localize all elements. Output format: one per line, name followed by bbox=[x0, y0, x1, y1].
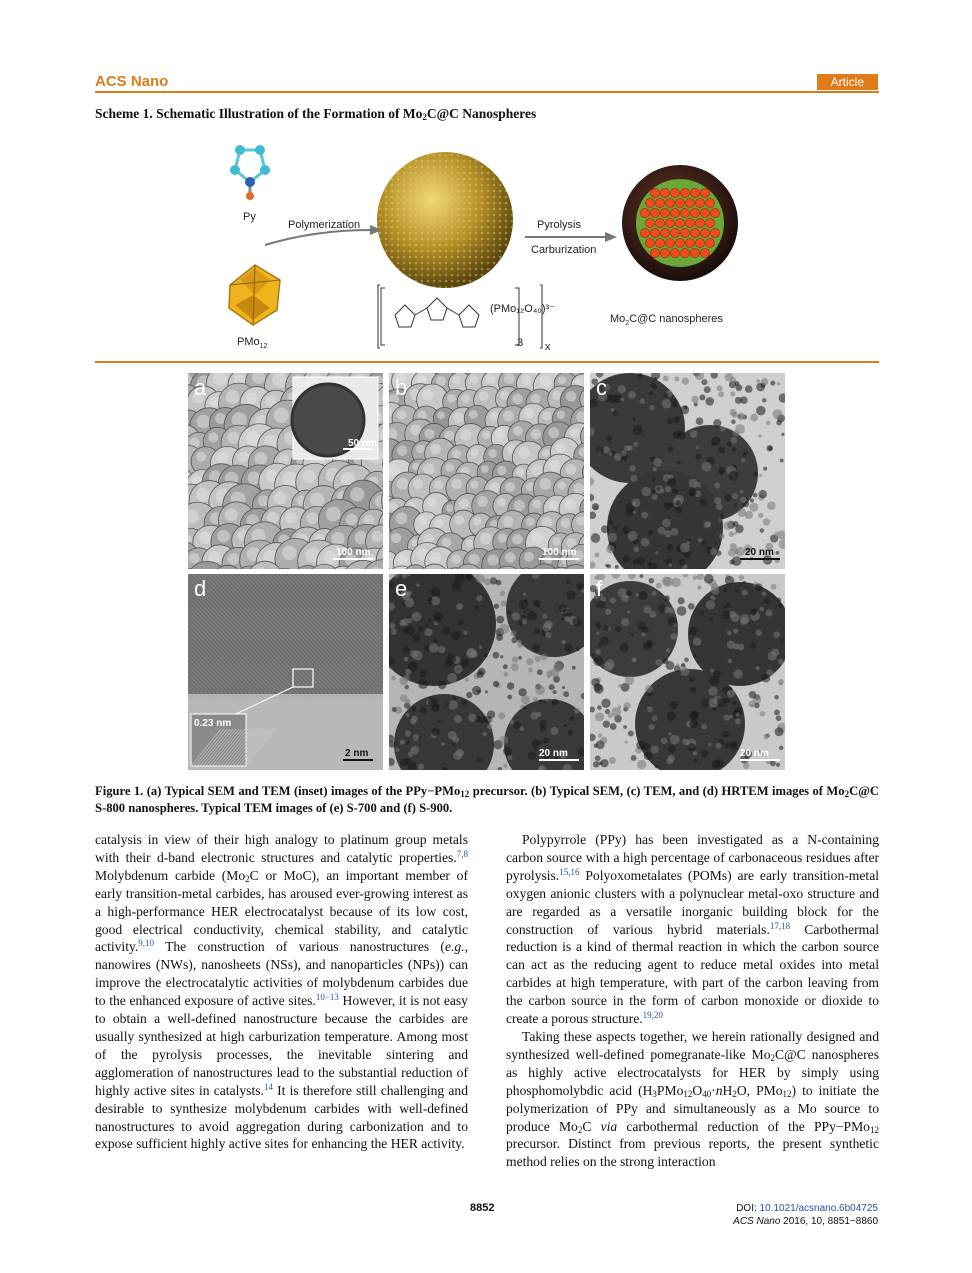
header-rule bbox=[95, 91, 879, 93]
ref-link[interactable]: 19,20 bbox=[642, 1010, 663, 1021]
article-type-badge: Article bbox=[817, 74, 878, 90]
panel-b-scale: 100 nm bbox=[542, 547, 577, 558]
pyrolysis-label: Pyrolysis bbox=[537, 219, 582, 231]
panel-c-label: c bbox=[596, 375, 607, 400]
panel-f-label: f bbox=[596, 576, 603, 601]
scheme-title: Scheme 1. Schematic Illustration of the Formation of $Mo_2C@C$ Nanospheres bbox=[95, 106, 537, 122]
repeat-x: x bbox=[545, 341, 551, 353]
anion-label: (PMo₁₂O₄₀)³⁻ bbox=[490, 303, 556, 315]
polymerization-arrow bbox=[265, 230, 370, 245]
ref-link[interactable]: 7,8 bbox=[456, 848, 468, 859]
panel-e-label: e bbox=[395, 576, 408, 601]
panel-c-tem bbox=[590, 373, 785, 569]
panel-b-label: b bbox=[395, 375, 408, 400]
py-label: Py bbox=[243, 211, 256, 223]
panel-e-tem bbox=[389, 574, 584, 770]
pmo12-label: PMo$_{12}$ bbox=[237, 336, 268, 350]
figure-1 bbox=[188, 373, 785, 771]
repeat-n: 3 bbox=[517, 337, 524, 349]
panel-d-scale: 2 nm bbox=[345, 748, 369, 759]
polymerization-label: Polymerization bbox=[288, 219, 361, 231]
ref-link[interactable]: 14 bbox=[263, 1081, 273, 1092]
pyrrole-molecule-icon bbox=[230, 145, 270, 200]
product-label: $Mo_2C@C$ nanospheres bbox=[610, 313, 723, 327]
body-right-column bbox=[506, 831, 879, 1171]
panel-a-label: a bbox=[194, 375, 207, 400]
panel-d-label: d bbox=[194, 576, 207, 601]
ref-link[interactable]: 17,18 bbox=[769, 920, 791, 931]
ref-link[interactable]: 10−13 bbox=[315, 992, 339, 1003]
body-left-column bbox=[95, 831, 468, 1153]
figure-1-caption: Figure 1. (a) Typical SEM and TEM (inset) images of the PPy−PMo$_{12}$ precursor. (b) Typical SEM, (c) TEM, and (d) HRTEM images of $Mo_2C@C$ S-800 nanospheres. Typical TEM images of (e) S-700 and (f) S-900. bbox=[95, 784, 879, 815]
pmo12-cluster-icon bbox=[229, 265, 280, 325]
journal-name[interactable]: ACS Nano bbox=[95, 73, 169, 90]
panel-a-scale: 100 nm bbox=[336, 547, 371, 558]
panel-d-inset-scale: 0.23 nm bbox=[194, 718, 232, 729]
panel-a-inset-scale: 50 nm bbox=[348, 438, 377, 449]
scheme-rule bbox=[95, 361, 879, 363]
panel-f-tem bbox=[590, 574, 785, 770]
mo2c-particles bbox=[640, 188, 719, 257]
panel-f-scale: 20 nm bbox=[740, 748, 769, 759]
paragraph-right-1: Polypyrrole (PPy) has been investigated as a N-containing carbon source with a high percentage of carbonaceous residues after pyrolysis.$^{15,16}$ Polyoxometalates (POMs) are early transition-metal oxygen anionic clusters with a polynuclear metal-oxo structure and are regarded as a versatile inorganic building block for the construction of various hybrid materials.$^{17,18}$ Carbothermal reduction is a kind of thermal reaction in which the carbon source can act as the reducing agent to reduce metal oxides into metal carbides at high temperature, with part of the carbon leaving from the carbon source in the form of carbon monoxide or dioxide to create a porous structure.$^{19,20}$ bbox=[506, 832, 879, 1027]
scheme-illustration bbox=[215, 140, 775, 355]
paragraph-left: catalysis in view of their high analogy to platinum group metals with their d-band electronic structures and catalytic properties.$^{7,8}$ Molybdenum carbide ($Mo_2C$ or MoC), an important member of early transition-metal carbides, has aroused ever-growing interest as a high-performance HER electrocatalyst because of its low cost, good electrical conductivity, chemical stability, and catalytic activity.$^{9,10}$ The construction of various nanostructures (e.g., nanowires (NWs), nanosheets (NSs), and nanoparticles (NPs)) can improve the electrocatalytic activities of molybdenum carbides due to the enhanced exposure of active sites.$^{10-13}$ However, it is not easy to obtain a well-defined nanostructure because the carbides are usually synthesized at high carburization temperature. Among most of the pyrolysis processes, the inevitable sintering and agglomeration of nanostructures lead to the substantial reduction of highly active sites in catalysts.$^{14}$ It is therefore still challenging and desirable to synthesize molybdenum carbides with well-defined nanostructures to avoid aggregation during carbonization and to expose sufficient highly active sites for enhancing the HER activity. bbox=[95, 832, 468, 1152]
panel-c-scale: 20 nm bbox=[745, 547, 774, 558]
panel-e-scale: 20 nm bbox=[539, 748, 568, 759]
carburization-label: Carburization bbox=[531, 244, 597, 256]
ref-link[interactable]: 9,10 bbox=[138, 938, 155, 949]
panel-b-sem bbox=[389, 373, 584, 569]
paragraph-right-2: Taking these aspects together, we herein rationally designed and synthesized well-defined pomegranate-like $Mo_2C@C$ nanospheres as highly active electrocatalysts for HER by simply using phosphomolybdic acid ($H_3PMo_{12}O_{40}\cdot nH_2O$, PMo$_{12}$) to initiate the polymerization of PPy and simultaneously as a Mo source to produce $Mo_2C$ via carbothermal reduction of the PPy−PMo$_{12}$ precursor. Distinct from previous reports, the present synthetic method relies on the strong interaction bbox=[506, 1028, 880, 1170]
panel-a-sem bbox=[188, 373, 383, 569]
panel-d-hrtem bbox=[188, 574, 383, 770]
page-number: 8852 bbox=[470, 1202, 495, 1214]
footer-citation: DOI: 10.1021/acsnano.6b04725 ACS Nano 2016, 10, 8851−8860 bbox=[733, 1203, 878, 1227]
doi-link[interactable]: 10.1021/acsnano.6b04725 bbox=[759, 1203, 878, 1214]
ref-link[interactable]: 15,16 bbox=[559, 866, 580, 877]
